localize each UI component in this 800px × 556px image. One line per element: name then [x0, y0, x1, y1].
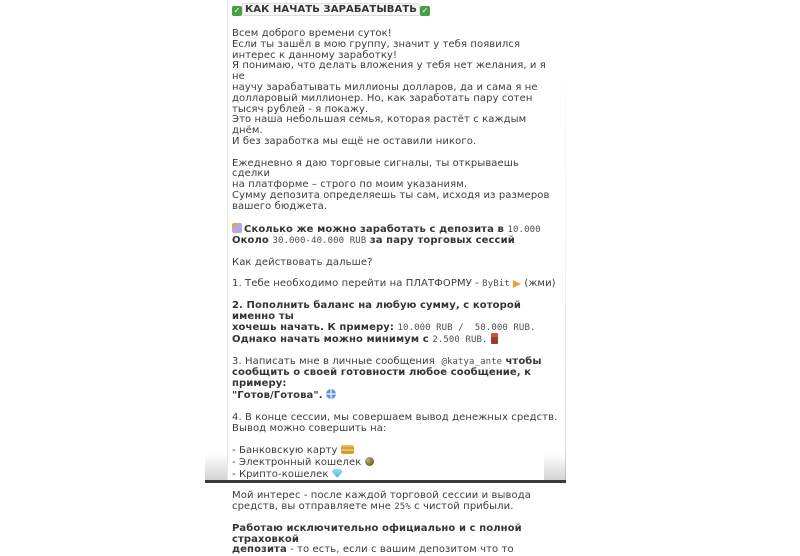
text-segment: 30.000-40.000 RUB	[272, 236, 367, 247]
text-line	[232, 202, 560, 213]
text-segment: - то есть, если с вашим депозитом что то	[286, 544, 514, 556]
text-segment: тысяч рублей - я покажу.	[232, 103, 369, 115]
text-segment: 10.000 RUB / 50.000 RUB.	[397, 322, 536, 333]
text-segment: Работаю исключительно официально и с полной страховкой	[232, 522, 526, 545]
text-segment: Однако начать можно минимум с	[232, 334, 433, 346]
text-segment: Вывод можно совершить на:	[232, 422, 387, 434]
text-line	[232, 323, 560, 334]
text-segment: - Электронный кошелек	[232, 457, 365, 469]
gem-icon	[332, 469, 343, 478]
text-segment: 1. Тебе необходимо перейти на ПЛАТФОРМУ -	[232, 278, 483, 290]
text-segment: 3. Написать мне в личные сообщения	[232, 355, 442, 367]
text-segment: Сколько же можно заработать с депозита в	[244, 224, 508, 236]
text-segment: на платформе – строго по моим указаниям.	[232, 179, 468, 191]
text-segment: "Готов/Готова".	[232, 390, 327, 402]
text-segment: Как действовать дальше?	[232, 256, 373, 268]
mention-katya-ante[interactable]: @katya_ante	[441, 356, 503, 367]
step-3	[232, 357, 560, 402]
text-line	[232, 137, 560, 148]
text-line	[232, 502, 560, 513]
text-segment: (жми)	[521, 278, 556, 290]
step-1	[232, 279, 560, 290]
text-segment: вашего бюджета.	[232, 200, 328, 212]
text-line	[232, 333, 560, 346]
text-segment: средств, вы отправляете мне	[232, 501, 395, 513]
text-segment: Мой интерес - после каждой торговой сессии и вывода	[232, 490, 531, 502]
withdrawal-options-list	[232, 445, 560, 480]
step-2	[232, 301, 560, 346]
text-segment: Это наша небольшая семья, которая растёт с каждым днём.	[232, 114, 530, 137]
text-segment: чтобы	[505, 355, 542, 367]
text-line	[232, 115, 560, 137]
text-segment: - Банковскую карту	[232, 445, 341, 457]
text-line	[232, 236, 560, 247]
text-segment: с чистой прибыли.	[410, 501, 514, 513]
text-line	[232, 159, 560, 181]
text-segment: научу зарабатывать миллионы долларов, да и сама я не	[232, 81, 538, 93]
text-segment: Всем доброго времени суток!	[232, 28, 392, 39]
point-right-icon[interactable]	[513, 280, 521, 288]
credit-card-icon	[341, 445, 354, 454]
text-line	[232, 524, 560, 546]
text-segment: интерес к данному заработку!	[232, 49, 398, 61]
intro-paragraph	[232, 29, 560, 148]
text-segment: сообщить о своей готовности любое сообщение, к примеру:	[232, 366, 535, 389]
text-segment: хочешь начать. К примеру:	[232, 321, 398, 333]
text-segment: Ежедневно я даю торговые сигналы, ты открываешь сделки	[232, 157, 523, 180]
step-4	[232, 413, 560, 435]
insurance-paragraph	[232, 524, 560, 556]
commission-paragraph	[232, 491, 560, 513]
text-segment: депозита	[232, 544, 287, 556]
text-line	[232, 5, 560, 16]
bottom-right-shadow	[544, 454, 566, 480]
signals-paragraph	[232, 159, 560, 213]
text-segment: И без заработка мы ещё не оставили никого.	[232, 135, 477, 147]
text-segment: 4. В конце сессии, мы совершаем вывод денежных средств.	[232, 411, 558, 423]
text-segment: 2. Пополнить баланс на любую сумму, с которой именно ты	[232, 299, 525, 322]
text-segment: - Крипто-кошелек	[232, 468, 332, 480]
text-line	[232, 457, 560, 469]
text-line	[232, 258, 560, 269]
globe-icon	[326, 389, 336, 399]
text-segment: Сумму депозита определяешь ты сам, исходя из размеров	[232, 189, 550, 201]
message-body	[227, 0, 566, 556]
text-line	[232, 389, 560, 402]
next-steps-question	[232, 258, 560, 269]
text-segment: 10.000	[507, 225, 541, 236]
text-line	[232, 301, 560, 323]
text-segment: долларовый миллионер. Но, как заработать пару сотен	[232, 92, 533, 104]
check-green-icon	[420, 6, 430, 16]
text-line	[232, 469, 560, 481]
text-segment: Около	[232, 235, 273, 247]
bybit-link[interactable]: ByBit	[482, 279, 510, 290]
check-green-icon	[232, 6, 242, 16]
coin-icon	[365, 457, 374, 466]
post-screenshot	[205, 0, 566, 556]
text-line	[232, 279, 560, 290]
text-line	[232, 545, 560, 556]
text-segment: 2.500 RUB.	[432, 335, 488, 346]
text-line	[232, 368, 560, 390]
red-envelope-icon	[491, 333, 498, 344]
panel-right-edge	[565, 0, 566, 480]
post-title-line	[232, 5, 560, 16]
earnings-estimate	[232, 223, 560, 247]
euro-banknote-icon	[232, 223, 242, 233]
text-line	[232, 61, 560, 83]
text-segment: Я понимаю, что делать вложения у тебя нет желания, и я не	[232, 60, 550, 83]
post-title: КАК НАЧАТЬ ЗАРАБАТЫВАТЬ	[242, 3, 420, 16]
text-line	[232, 424, 560, 435]
bottom-left-shadow	[205, 454, 227, 480]
text-segment: Если ты зашёл в мою группу, значит у тебя появился	[232, 38, 521, 50]
text-line	[232, 445, 560, 457]
text-segment: 25%	[394, 502, 411, 513]
text-segment: за пару торговых сессий	[366, 235, 515, 247]
